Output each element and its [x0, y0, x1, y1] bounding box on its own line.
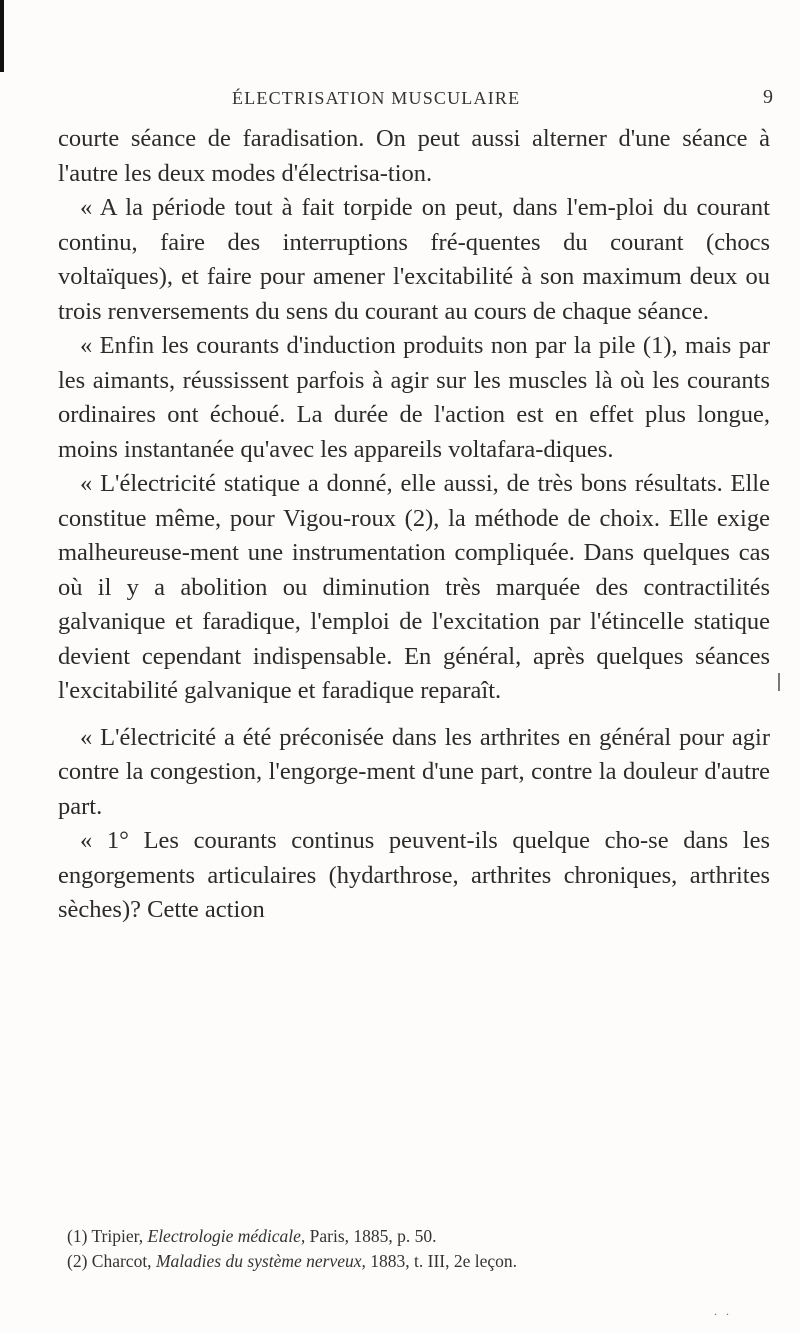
- footnote-2-author: Charcot,: [91, 1251, 152, 1271]
- page-number: 9: [763, 86, 773, 108]
- footnote-1-author: Tripier,: [91, 1226, 144, 1246]
- running-title: ÉLECTRISATION MUSCULAIRE: [232, 88, 521, 108]
- footnote-1-title: Electrologie médicale,: [147, 1226, 306, 1246]
- footnote-2-marker: (2): [67, 1251, 88, 1271]
- body-text: [58, 122, 770, 928]
- footnotes: [58, 1224, 770, 1274]
- margin-mark: [778, 673, 780, 691]
- page-edge-shadow: [0, 0, 4, 72]
- paragraph-2: « A la période tout à fait torpide on peut, dans l'em-ploi du courant continu, faire des interruptions fré-quentes du courant (chocs voltaïques), et faire pour amener l'excitabilité à son maximum deux ou trois renversements du sens du courant au cours de chaque séance.: [58, 194, 770, 325]
- paragraph-3: « Enfin les courants d'induction produits non par la pile (1), mais par les aimants, réussissent parfois à agir sur les muscles là où les courants ordinaires ont échoué. La durée de l'action est en effet plus longue, moins instantanée qu'avec les appareils voltafara-diques.: [58, 332, 770, 463]
- footnote-2-details: 1883, t. III, 2e leçon.: [370, 1251, 518, 1271]
- footnote-1: [58, 1224, 770, 1249]
- paragraph-4: « L'électricité statique a donné, elle aussi, de très bons résultats. Elle constitue même, pour Vigou-roux (2), la méthode de choix. Elle exige malheureuse-ment une instrumentation compliquée. Dans quelques cas où il y a abolition ou diminution très marquée des contractilités galvanique et faradique, l'emploi de l'excitation par l'étincelle statique devient cependant indispensable. En général, après quelques séances l'excitabilité galvanique et faradique reparaît.: [58, 470, 770, 704]
- footnote-1-marker: (1): [67, 1226, 88, 1246]
- paragraph-1: courte séance de faradisation. On peut aussi alterner d'une séance à l'autre les deux modes d'électrisa-tion.: [58, 125, 770, 187]
- footnote-2: [58, 1249, 770, 1274]
- footnote-1-details: Paris, 1885, p. 50.: [309, 1226, 437, 1246]
- bottom-dots: . .: [714, 1304, 732, 1318]
- paragraph-6: « 1° Les courants continus peuvent-ils quelque cho-se dans les engorgements articulaires (hydarthrose, arthrites chroniques, arthrites sèches)? Cette action: [58, 827, 770, 923]
- footnote-2-title: Maladies du système nerveux,: [155, 1251, 366, 1271]
- paragraph-5: « L'électricité a été préconisée dans les arthrites en général pour agir contre la congestion, l'engorge-ment d'une part, contre la douleur d'autre part.: [58, 723, 770, 820]
